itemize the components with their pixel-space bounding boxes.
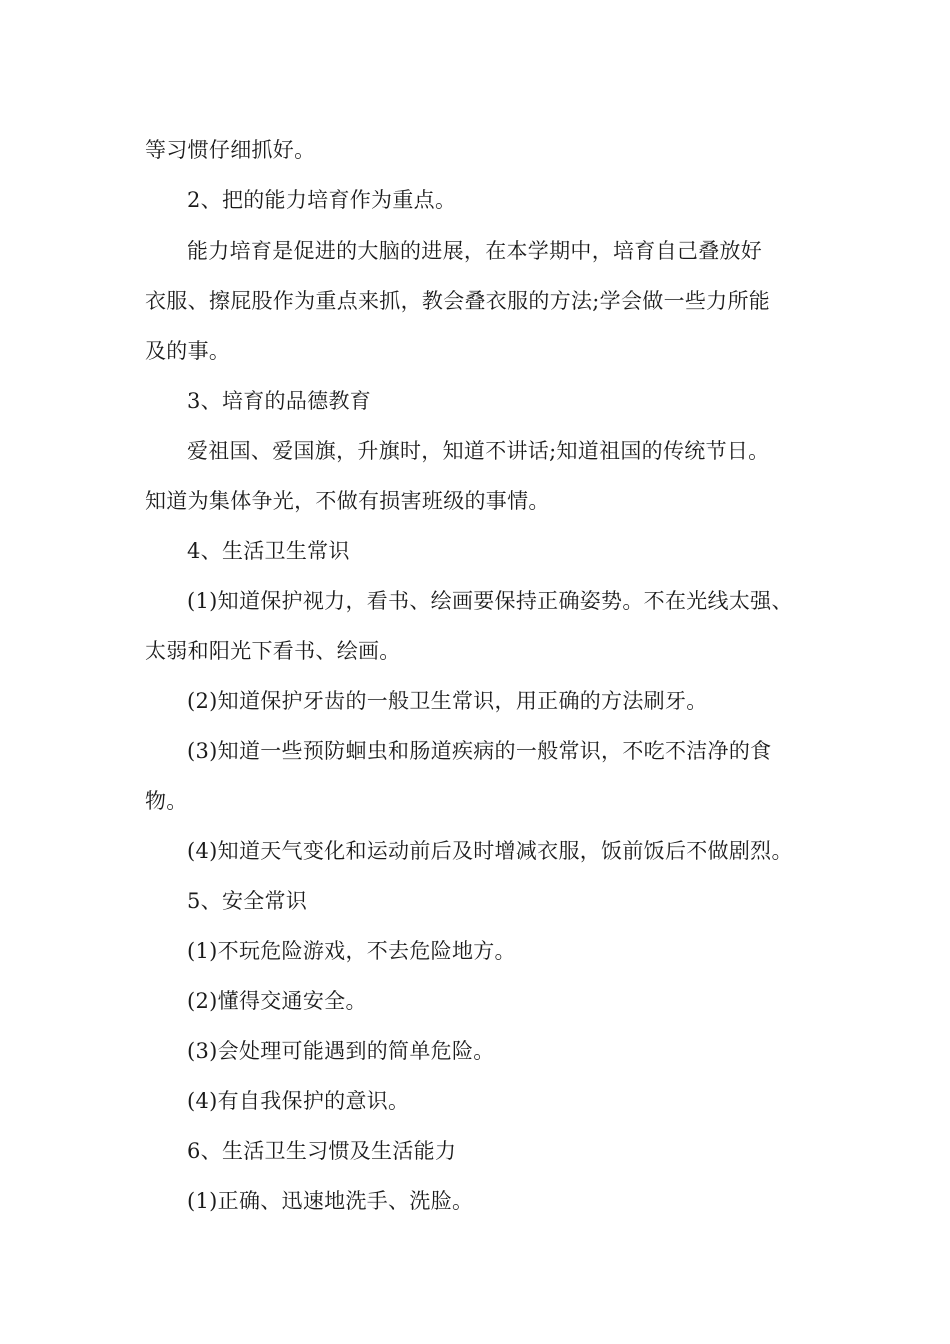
paragraph-line: 及的事。 [145, 339, 231, 363]
paragraph-line: 能力培育是促进的大脑的进展，在本学期中，培育自己叠放好 [187, 239, 763, 263]
list-item: (1)正确、迅速地洗手、洗脸。 [187, 1189, 474, 1213]
section-heading: 4、生活卫生常识 [187, 539, 350, 563]
paragraph-line: 等习惯仔细抓好。 [145, 138, 316, 162]
list-item: (1)不玩危险游戏，不去危险地方。 [187, 939, 516, 963]
list-item: (2)知道保护牙齿的一般卫生常识，用正确的方法刷牙。 [187, 689, 708, 713]
section-heading: 6、生活卫生习惯及生活能力 [187, 1139, 457, 1163]
paragraph-line: 爱祖国、爱国旗，升旗时，知道不讲话;知道祖国的传统节日。 [187, 439, 770, 463]
list-item: (1)知道保护视力，看书、绘画要保持正确姿势。不在光线太强、 [187, 589, 793, 613]
section-heading: 3、培育的品德教育 [187, 389, 372, 413]
section-heading: 2、把的能力培育作为重点。 [187, 188, 457, 212]
list-item: (3)知道一些预防蛔虫和肠道疾病的一般常识，不吃不洁净的食 [187, 739, 772, 763]
paragraph-line: 物。 [145, 789, 188, 813]
paragraph-line: 衣服、擦屁股作为重点来抓，教会叠衣服的方法;学会做一些力所能 [145, 289, 771, 313]
list-item: (2)懂得交通安全。 [187, 989, 367, 1013]
section-heading: 5、安全常识 [187, 889, 308, 913]
paragraph-line: 知道为集体争光，不做有损害班级的事情。 [145, 489, 550, 513]
paragraph-line: 太弱和阳光下看书、绘画。 [145, 639, 401, 663]
list-item: (4)有自我保护的意识。 [187, 1089, 410, 1113]
list-item: (4)知道天气变化和运动前后及时增减衣服，饭前饭后不做剧烈。 [187, 839, 793, 863]
list-item: (3)会处理可能遇到的简单危险。 [187, 1039, 495, 1063]
